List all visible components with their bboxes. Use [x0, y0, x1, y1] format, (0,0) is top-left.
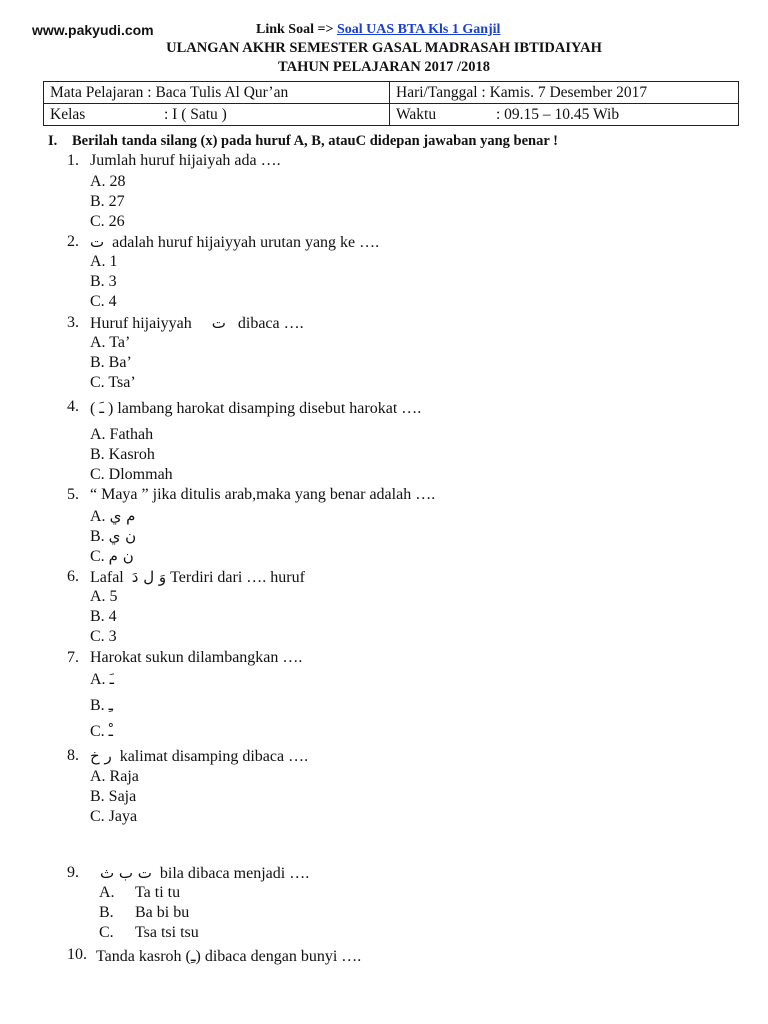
time-value: : 09.15 – 10.45 Wib	[496, 105, 620, 123]
option-b[interactable]: B. Ba’	[90, 354, 132, 371]
option-c[interactable]: C. 4	[90, 293, 117, 310]
arabic-answer: ن م	[108, 547, 134, 565]
arabic-word: وَ ل دَ	[131, 568, 167, 586]
question-number: 9.	[67, 864, 79, 881]
option-c[interactable]: C. Dlommah	[90, 466, 173, 483]
question-number: 8.	[67, 747, 79, 764]
question-text: “ Maya ” jika ditulis arab,maka yang benar adalah ….	[90, 486, 436, 503]
option-a[interactable]: A. 5	[90, 588, 118, 605]
question-number: 3.	[67, 314, 79, 331]
option-a[interactable]: A. م ي	[90, 507, 136, 525]
class-label: Kelas	[50, 105, 86, 123]
question-text	[100, 864, 309, 883]
link-prefix: Link Soal =>	[256, 22, 334, 37]
question-number: 4.	[67, 398, 79, 415]
site-url[interactable]: www.pakyudi.com	[32, 22, 154, 38]
exam-title: ULANGAN AKHR SEMESTER GASAL MADRASAH IBTIDAIYAH	[166, 40, 602, 56]
option-b[interactable]: B. 4	[90, 608, 117, 625]
subject-cell: Mata Pelajaran : Baca Tulis Al Qur’an	[44, 82, 390, 104]
soal-link[interactable]: Soal UAS BTA Kls 1 Ganjil	[336, 22, 501, 37]
section-instruction	[48, 133, 558, 150]
question-text	[90, 568, 305, 587]
arabic-answer: م ي	[109, 507, 136, 525]
option-c[interactable]: C. ـْ	[90, 722, 114, 740]
question-body: kalimat disamping dibaca ….	[119, 748, 309, 765]
option-b[interactable]: B. Kasroh	[90, 446, 155, 463]
question-number: 10.	[67, 946, 87, 963]
option-a[interactable]: A. Raja	[90, 768, 139, 785]
arabic-word: ر خ	[90, 747, 112, 765]
exam-info-table	[43, 81, 739, 126]
question-text: Harokat sukun dilambangkan ….	[90, 649, 303, 666]
question-text	[90, 314, 304, 333]
question-text: ( ـَ ) lambang harokat disamping disebut harokat ….	[90, 400, 422, 417]
question-body: adalah huruf hijaiyyah urutan yang ke ….	[112, 234, 380, 251]
option-a[interactable]: A. 28	[90, 173, 126, 190]
question-number: 2.	[67, 233, 79, 250]
time-label: Waktu	[396, 105, 437, 123]
option-a[interactable]: A. 1	[90, 253, 118, 270]
arabic-letter: ت	[90, 233, 105, 251]
question-number: 1.	[67, 152, 79, 169]
question-text: Tanda kasroh (ـِ) dibaca dengan bunyi ….	[96, 948, 362, 965]
school-year: TAHUN PELAJARAN 2017 /2018	[278, 59, 490, 75]
question-number: 7.	[67, 649, 79, 666]
instruction-text: Berilah tanda silang (x) pada huruf A, B, atauC didepan jawaban yang benar !	[72, 133, 558, 149]
question-text	[90, 747, 308, 766]
time-cell	[390, 104, 739, 126]
class-cell	[44, 104, 390, 126]
option-a[interactable]: A. Ta’	[90, 334, 131, 351]
section-number: I.	[48, 133, 58, 149]
question-body: Terdiri dari …. huruf	[170, 569, 305, 586]
option-b[interactable]: B. 27	[90, 193, 125, 210]
option-c[interactable]: C. ن م	[90, 547, 134, 565]
question-number: 6.	[67, 568, 79, 585]
option-c[interactable]: C. 3	[90, 628, 117, 645]
question-text	[90, 233, 379, 252]
option-c[interactable]: C. Tsa’	[90, 374, 136, 391]
harakat-symbol: ـِ	[108, 696, 114, 714]
harakat-symbol: ـْ	[108, 722, 114, 740]
date-cell: Hari/Tanggal : Kamis. 7 Desember 2017	[390, 82, 739, 104]
question-text: Jumlah huruf hijaiyah ada ….	[90, 152, 281, 169]
option-a[interactable]: A. Ta ti tu	[99, 884, 181, 901]
arabic-answer: ن ي	[108, 527, 137, 545]
arabic-letter: ت	[211, 314, 226, 332]
arabic-word: ت ب ث	[100, 864, 152, 882]
option-b[interactable]: B. Ba bi bu	[99, 904, 190, 921]
question-body: dibaca ….	[237, 315, 304, 332]
option-a[interactable]: A. ـَ	[90, 670, 114, 688]
option-c[interactable]: C. Jaya	[90, 808, 138, 825]
question-number: 5.	[67, 486, 79, 503]
question-pre: Huruf hijaiyyah	[90, 315, 192, 332]
question-pre: Lafal	[90, 569, 124, 586]
option-b[interactable]: B. Saja	[90, 788, 137, 805]
question-body: bila dibaca menjadi ….	[159, 865, 310, 882]
option-c[interactable]: C. Tsa tsi tsu	[99, 924, 199, 941]
option-a[interactable]: A. Fathah	[90, 426, 154, 443]
option-b[interactable]: B. ـِ	[90, 696, 114, 714]
harakat-symbol: ـَ	[109, 670, 114, 688]
class-value: : I ( Satu )	[164, 105, 227, 123]
option-b[interactable]: B. ن ي	[90, 527, 137, 545]
link-line	[256, 22, 500, 38]
option-b[interactable]: B. 3	[90, 273, 117, 290]
option-c[interactable]: C. 26	[90, 213, 125, 230]
